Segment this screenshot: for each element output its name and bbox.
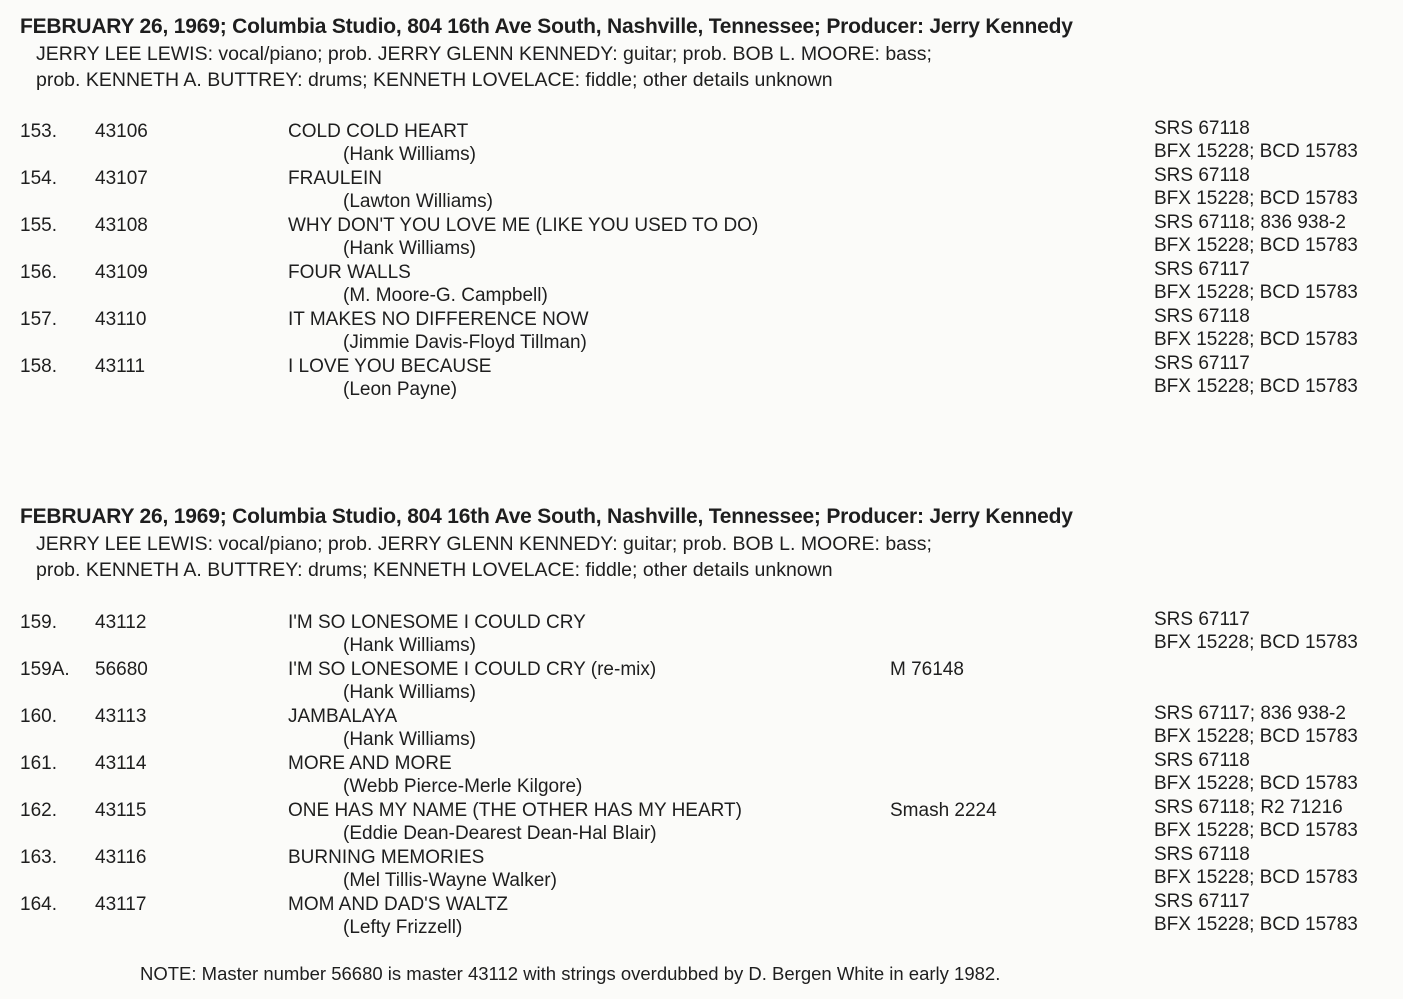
track-number: 162. xyxy=(20,800,57,821)
session-block-1 xyxy=(20,13,1390,402)
track-number: 160. xyxy=(20,706,57,727)
musicians-line-1: JERRY LEE LEWIS: vocal/piano; prob. JERRY GLENN KENNEDY: guitar; prob. BOB L. MOORE: bass; xyxy=(36,43,932,65)
track-number: 153. xyxy=(20,121,57,142)
song-title: MORE AND MORE xyxy=(288,753,452,774)
track-number: 164. xyxy=(20,894,57,915)
matrix-number: 43106 xyxy=(95,121,148,142)
song-title: FOUR WALLS xyxy=(288,262,411,283)
matrix-number: 43108 xyxy=(95,215,148,236)
release-line-2: BFX 15228; BCD 15783 xyxy=(1154,376,1358,397)
release-line-2: BFX 15228; BCD 15783 xyxy=(1154,773,1358,794)
matrix-number: 43111 xyxy=(95,356,146,377)
track-row xyxy=(20,308,1390,355)
matrix-number: 43116 xyxy=(95,847,147,868)
track-row xyxy=(20,705,1390,752)
matrix-number: 43110 xyxy=(95,309,147,330)
matrix-number: 43113 xyxy=(95,706,147,727)
release-line-1: SRS 67117; 836 938-2 xyxy=(1154,703,1346,724)
session-heading: FEBRUARY 26, 1969; Columbia Studio, 804 16th Ave South, Nashville, Tennessee; Producer: Jerry Kennedy xyxy=(20,505,1073,528)
release-line-2: BFX 15228; BCD 15783 xyxy=(1154,235,1358,256)
track-row xyxy=(20,658,1390,705)
composer: (Hank Williams) xyxy=(343,729,476,750)
song-title: WHY DON'T YOU LOVE ME (LIKE YOU USED TO DO) xyxy=(288,215,759,236)
release-line-2: BFX 15228; BCD 15783 xyxy=(1154,726,1358,747)
release-line-2: BFX 15228; BCD 15783 xyxy=(1154,867,1358,888)
release-line-1: SRS 67118 xyxy=(1154,306,1250,327)
musicians-line-2: prob. KENNETH A. BUTTREY: drums; KENNETH LOVELACE: fiddle; other details unknown xyxy=(36,69,833,91)
song-title: ONE HAS MY NAME (THE OTHER HAS MY HEART) xyxy=(288,800,742,821)
track-number: 163. xyxy=(20,847,57,868)
release-line-1: SRS 67118 xyxy=(1154,844,1250,865)
single-release: Smash 2224 xyxy=(890,800,997,821)
song-title: I LOVE YOU BECAUSE xyxy=(288,356,492,377)
composer: (M. Moore-G. Campbell) xyxy=(343,285,548,306)
track-number: 154. xyxy=(20,168,57,189)
track-row xyxy=(20,799,1390,846)
track-row xyxy=(20,355,1390,402)
track-number: 157. xyxy=(20,309,57,330)
release-line-1: SRS 67117 xyxy=(1154,259,1250,280)
release-line-1: SRS 67117 xyxy=(1154,891,1250,912)
release-line-2: BFX 15228; BCD 15783 xyxy=(1154,914,1358,935)
release-line-2: BFX 15228; BCD 15783 xyxy=(1154,329,1358,350)
track-row xyxy=(20,120,1390,167)
single-release: M 76148 xyxy=(890,659,964,680)
composer: (Hank Williams) xyxy=(343,635,476,656)
track-number: 161. xyxy=(20,753,57,774)
track-list xyxy=(20,120,1390,402)
song-title: JAMBALAYA xyxy=(288,706,398,727)
matrix-number: 43112 xyxy=(95,612,147,633)
composer: (Leon Payne) xyxy=(343,379,458,400)
musicians-line-1: JERRY LEE LEWIS: vocal/piano; prob. JERRY GLENN KENNEDY: guitar; prob. BOB L. MOORE: bass; xyxy=(36,533,932,555)
composer: (Hank Williams) xyxy=(343,682,476,703)
session-block-2 xyxy=(20,503,1390,940)
release-line-2: BFX 15228; BCD 15783 xyxy=(1154,141,1358,162)
release-line-1: SRS 67118 xyxy=(1154,118,1250,139)
release-line-1: SRS 67117 xyxy=(1154,609,1250,630)
composer: (Jimmie Davis-Floyd Tillman) xyxy=(343,332,587,353)
composer: (Hank Williams) xyxy=(343,238,476,259)
composer: (Webb Pierce-Merle Kilgore) xyxy=(343,776,583,797)
matrix-number: 43117 xyxy=(95,894,147,915)
release-line-2: BFX 15228; BCD 15783 xyxy=(1154,282,1358,303)
composer: (Eddie Dean-Dearest Dean-Hal Blair) xyxy=(343,823,657,844)
track-row xyxy=(20,846,1390,893)
composer: (Hank Williams) xyxy=(343,144,476,165)
track-row xyxy=(20,611,1390,658)
release-line-1: SRS 67118 xyxy=(1154,750,1250,771)
song-title: BURNING MEMORIES xyxy=(288,847,485,868)
matrix-number: 43114 xyxy=(95,753,147,774)
matrix-number: 43107 xyxy=(95,168,148,189)
session-heading: FEBRUARY 26, 1969; Columbia Studio, 804 16th Ave South, Nashville, Tennessee; Producer: Jerry Kennedy xyxy=(20,15,1073,38)
track-number: 156. xyxy=(20,262,57,283)
matrix-number: 43115 xyxy=(95,800,147,821)
song-title: FRAULEIN xyxy=(288,168,382,189)
track-row xyxy=(20,167,1390,214)
release-line-1: SRS 67118; R2 71216 xyxy=(1154,797,1343,818)
release-line-2: BFX 15228; BCD 15783 xyxy=(1154,632,1358,653)
track-number: 155. xyxy=(20,215,57,236)
track-number: 159. xyxy=(20,612,57,633)
matrix-number: 56680 xyxy=(95,659,148,680)
release-line-1: SRS 67117 xyxy=(1154,353,1250,374)
track-row xyxy=(20,261,1390,308)
footnote: NOTE: Master number 56680 is master 43112 with strings overdubbed by D. Bergen White in early 1982. xyxy=(140,963,1001,984)
matrix-number: 43109 xyxy=(95,262,148,283)
song-title: COLD COLD HEART xyxy=(288,121,469,142)
track-list xyxy=(20,611,1390,940)
track-number: 159A. xyxy=(20,659,70,680)
song-title: MOM AND DAD'S WALTZ xyxy=(288,894,509,915)
song-title: I'M SO LONESOME I COULD CRY xyxy=(288,612,586,633)
composer: (Mel Tillis-Wayne Walker) xyxy=(343,870,557,891)
track-row xyxy=(20,752,1390,799)
song-title: I'M SO LONESOME I COULD CRY (re-mix) xyxy=(288,659,657,680)
composer: (Lefty Frizzell) xyxy=(343,917,463,938)
release-line-2: BFX 15228; BCD 15783 xyxy=(1154,820,1358,841)
release-line-1: SRS 67118; 836 938-2 xyxy=(1154,212,1346,233)
song-title: IT MAKES NO DIFFERENCE NOW xyxy=(288,309,589,330)
composer: (Lawton Williams) xyxy=(343,191,493,212)
track-row xyxy=(20,893,1390,940)
track-number: 158. xyxy=(20,356,57,377)
release-line-2: BFX 15228; BCD 15783 xyxy=(1154,188,1358,209)
release-line-1: SRS 67118 xyxy=(1154,165,1250,186)
musicians-line-2: prob. KENNETH A. BUTTREY: drums; KENNETH LOVELACE: fiddle; other details unknown xyxy=(36,559,833,581)
track-row xyxy=(20,214,1390,261)
